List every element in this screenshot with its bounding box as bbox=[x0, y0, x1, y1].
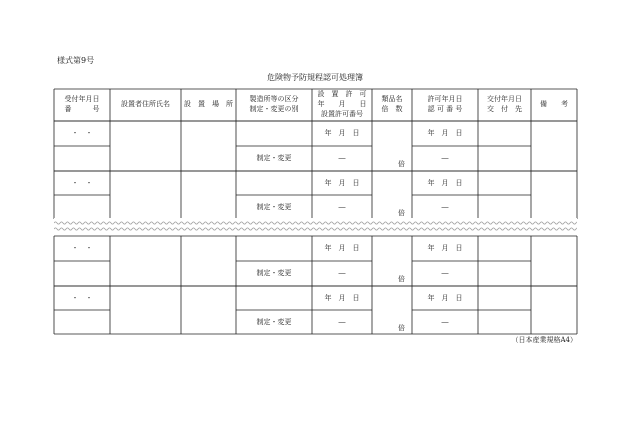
record-2-enact-change: 制定・変更 bbox=[256, 203, 292, 211]
header-multiplier: 倍 数 bbox=[381, 105, 403, 113]
record-2-receipt-date: ・ ・ bbox=[71, 179, 93, 187]
record-3-receipt-date: ・ ・ bbox=[71, 244, 93, 252]
record-1-permit-date: 年 月 日 bbox=[324, 129, 360, 137]
header-facility-class: 製造所等の区分 bbox=[249, 95, 299, 103]
record-4-permit-date: 年 月 日 bbox=[324, 294, 360, 302]
header-enact-change: 制定・変更の別 bbox=[249, 105, 299, 113]
record-2-permit-date: 年 月 日 bbox=[324, 179, 360, 187]
record-3-multiplier: 倍 bbox=[398, 275, 405, 283]
header-delivery-to: 交 付 先 bbox=[487, 105, 522, 113]
record-3-enact-change: 制定・変更 bbox=[256, 269, 292, 277]
record-4-approval-date: 年 月 日 bbox=[427, 294, 463, 302]
header-remarks: 備 考 bbox=[540, 100, 568, 108]
record-3-permit-date: 年 月 日 bbox=[324, 244, 360, 252]
record-1-permit-number: ― bbox=[338, 154, 346, 162]
header-delivery-date: 交付年月日 bbox=[487, 95, 522, 103]
record-3-approval-number: ― bbox=[441, 269, 449, 277]
header-permit-number: 設置許可番号 bbox=[321, 110, 363, 118]
record-4-permit-number: ― bbox=[338, 318, 346, 326]
header-receipt-date: 受付年月日 bbox=[64, 95, 100, 103]
header-approval-date: 許可年月日 bbox=[427, 95, 463, 103]
record-3-approval-date: 年 月 日 bbox=[427, 244, 463, 252]
record-2-approval-date: 年 月 日 bbox=[427, 179, 463, 187]
header-approval-number: 認 可 番 号 bbox=[427, 105, 463, 113]
form-number: 様式第9号 bbox=[57, 56, 95, 65]
paper-size-note: （日本産業規格A4） bbox=[511, 336, 577, 344]
record-2-approval-number: ― bbox=[441, 203, 449, 211]
header-permit: 設 置 許 可 bbox=[317, 90, 367, 98]
record-1-receipt-date: ・ ・ bbox=[71, 129, 93, 137]
header-category: 類品名 bbox=[381, 95, 403, 103]
header-location: 設 置 場 所 bbox=[184, 100, 233, 108]
record-1-enact-change: 制定・変更 bbox=[256, 154, 292, 162]
record-4-multiplier: 倍 bbox=[398, 324, 405, 332]
header-installer: 設置者住所氏名 bbox=[121, 100, 170, 108]
document-title: 危険物予防規程認可処理簿 bbox=[267, 73, 363, 82]
record-2-multiplier: 倍 bbox=[398, 209, 405, 217]
record-2-permit-number: ― bbox=[338, 203, 346, 211]
record-1-multiplier: 倍 bbox=[398, 160, 405, 168]
record-4-enact-change: 制定・変更 bbox=[256, 318, 292, 326]
header-permit-date: 年 月 日 bbox=[317, 100, 367, 108]
record-4-receipt-date: ・ ・ bbox=[71, 294, 93, 302]
record-1-approval-date: 年 月 日 bbox=[427, 129, 463, 137]
header-receipt-number: 番 号 bbox=[64, 105, 100, 113]
record-4-approval-number: ― bbox=[441, 318, 449, 326]
table-break-mark bbox=[54, 218, 577, 234]
record-1-approval-number: ― bbox=[441, 154, 449, 162]
record-3-permit-number: ― bbox=[338, 269, 346, 277]
